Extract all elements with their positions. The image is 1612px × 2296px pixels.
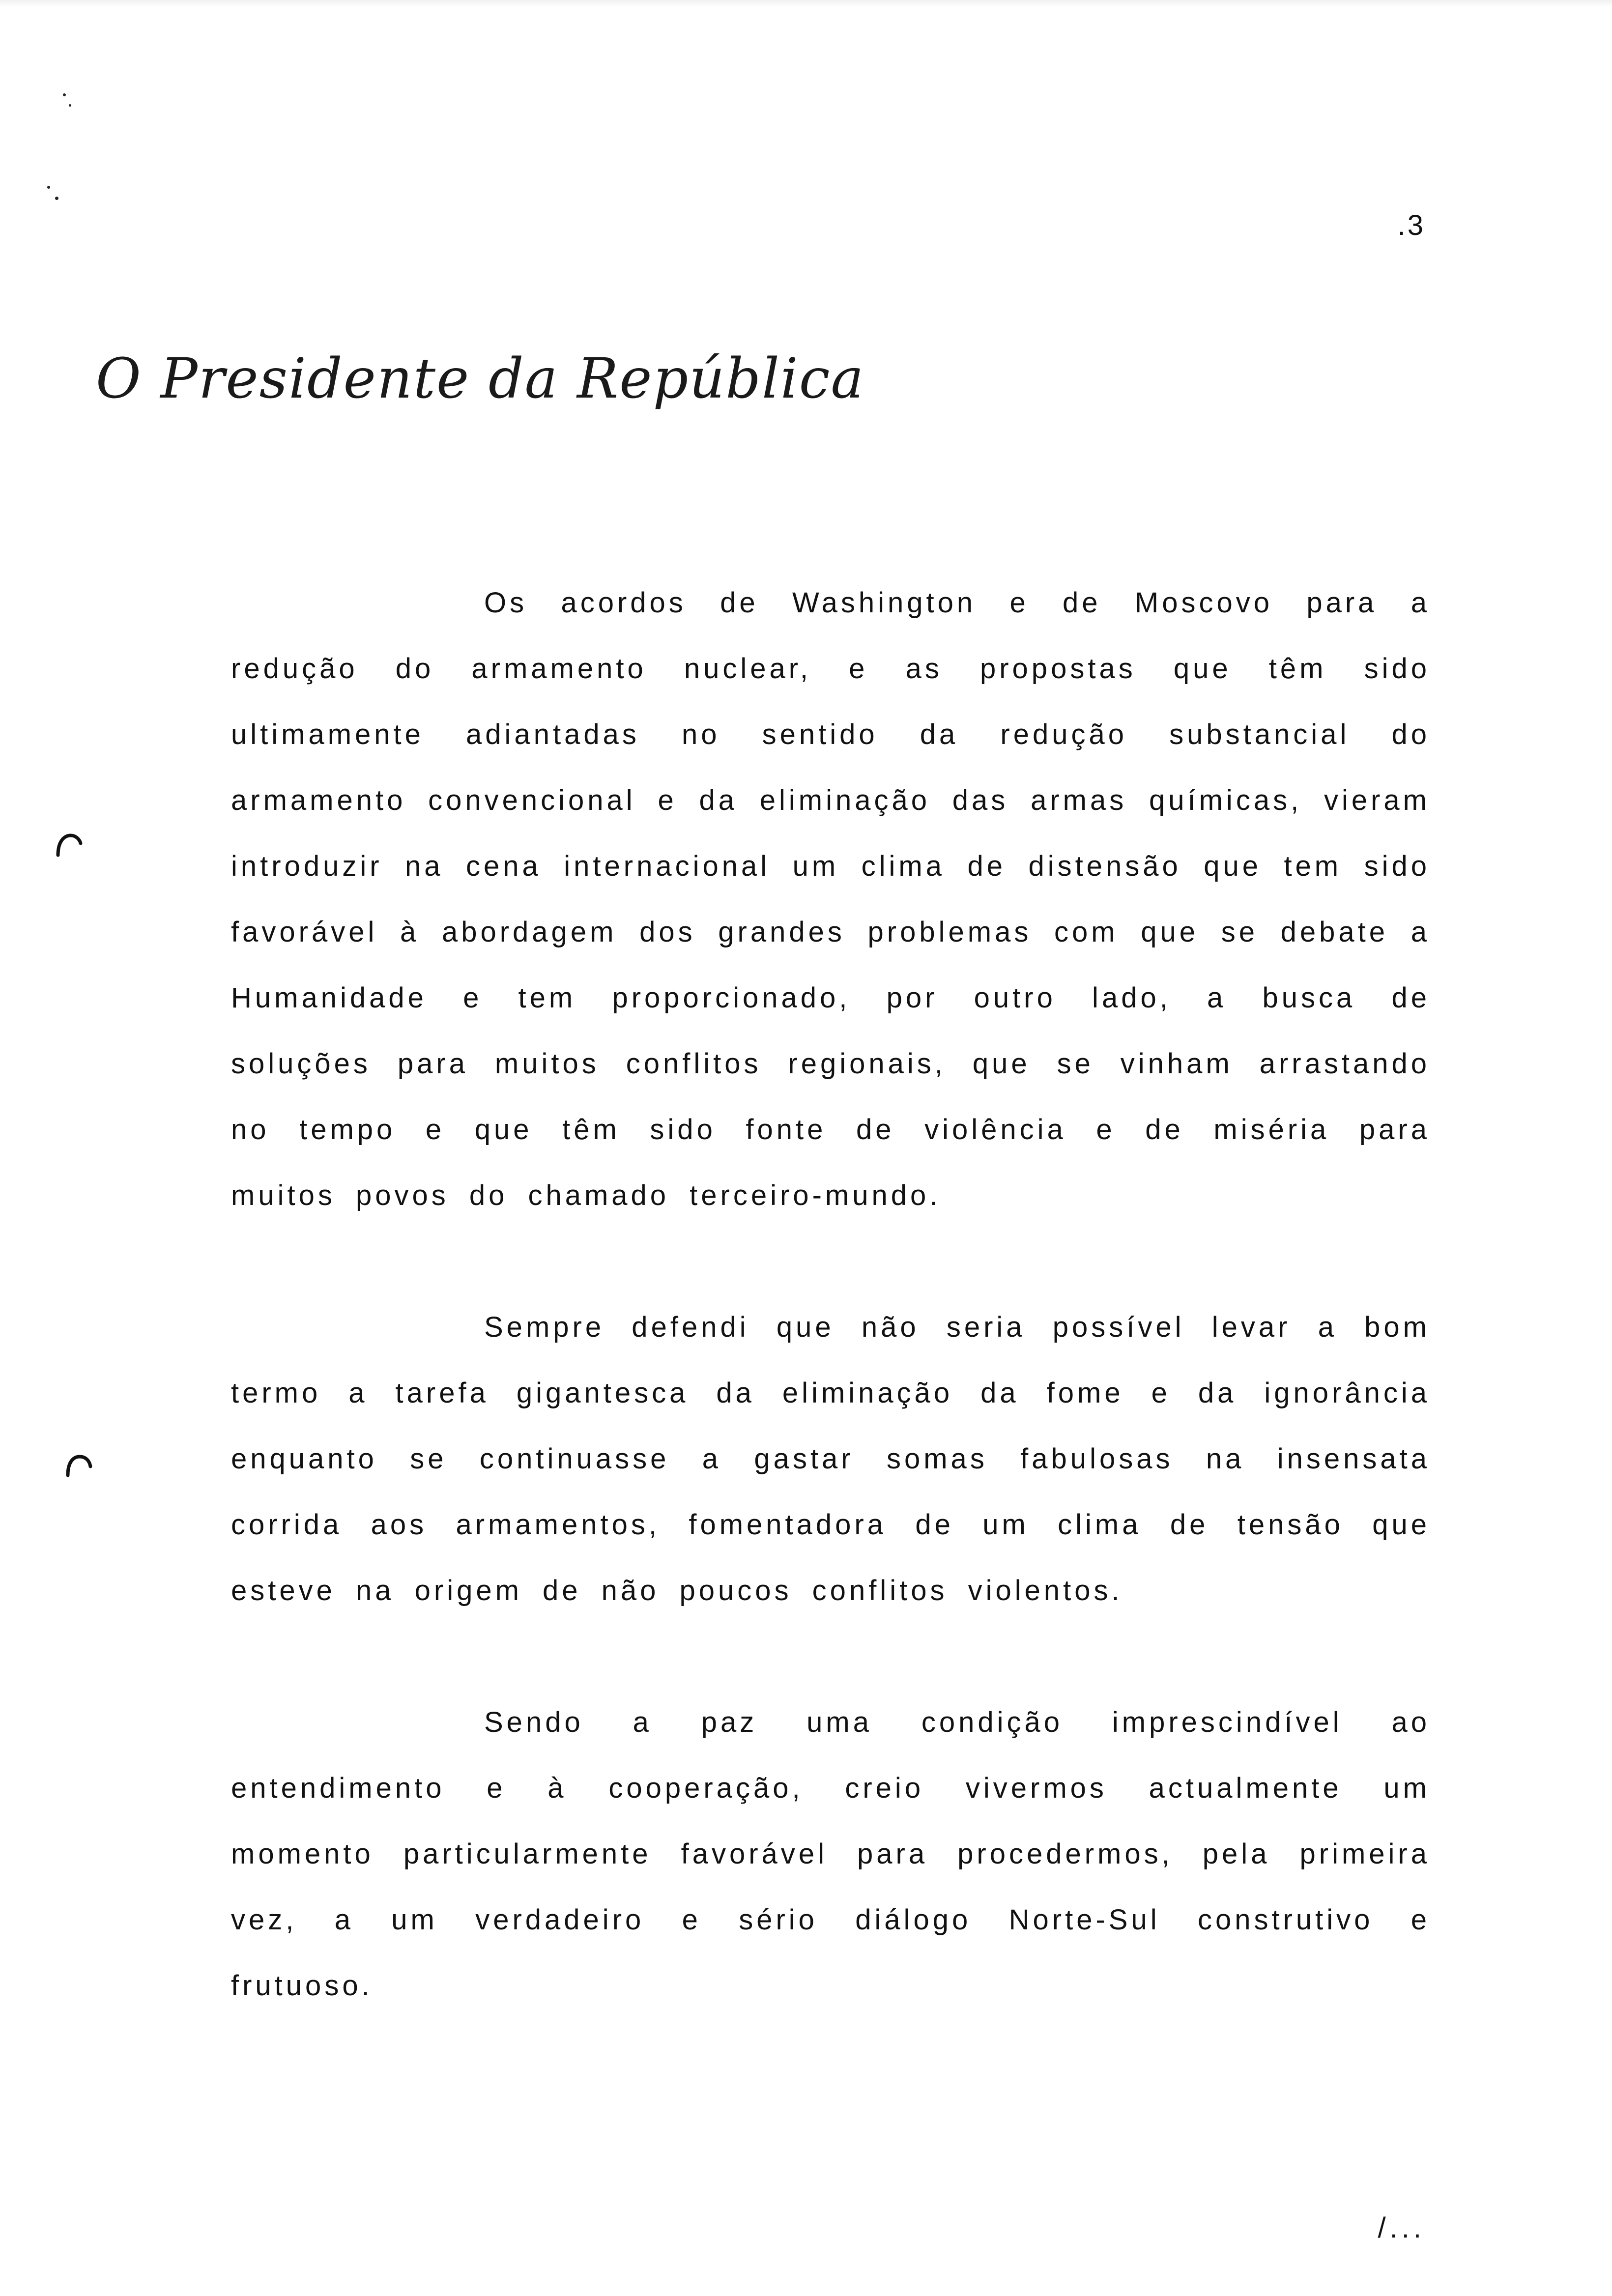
continuation-mark: /...	[1378, 2212, 1425, 2244]
margin-mark-icon	[54, 831, 84, 860]
paragraph: Sempre defendi que não seria possível levar a bom termo a tarefa gigantesca da eliminação da fome e da ignorância enquanto se continuasse a gastar somas fabulosas na insensata corrida aos armamentos, fomentadora de um clima de tensão que esteve na origem de não poucos conflitos violentos.	[231, 1311, 1430, 1607]
scan-top-edge	[0, 0, 1612, 7]
page-number: .3	[1397, 209, 1425, 241]
paragraph: Os acordos de Washington e de Moscovo para a redução do armamento nuclear, e as propostas que têm sido ultimamente adiantadas no sentido da redução substancial do armamento convencional e da eliminação das armas químicas, vieram introduzir na cena internacional um clima de distensão que tem sido favorável à abordagem dos grandes problemas com que se debate a Humanidade e tem proporcionado, por outro lado, a busca de soluções para muitos conflitos regionais, que se vinham arrastando no tempo e que têm sido fonte de violência e de miséria para muitos povos do chamado terceiro-mundo.	[231, 587, 1430, 1211]
scan-speck	[55, 197, 58, 200]
letterhead-title: O Presidente da República	[96, 347, 865, 411]
scan-speck	[63, 93, 66, 96]
letter-body	[231, 570, 1430, 2019]
scan-speck	[47, 186, 50, 189]
paragraph: Sendo a paz uma condição imprescindível ao entendimento e à cooperação, creio vivermos actualmente um momento particularmente favorável para procedermos, pela primeira vez, a um verdadeiro e sério diálogo Norte-Sul construtivo e frutuoso.	[231, 1706, 1430, 2002]
margin-mark-icon	[64, 1450, 93, 1479]
scan-speck	[69, 104, 71, 107]
